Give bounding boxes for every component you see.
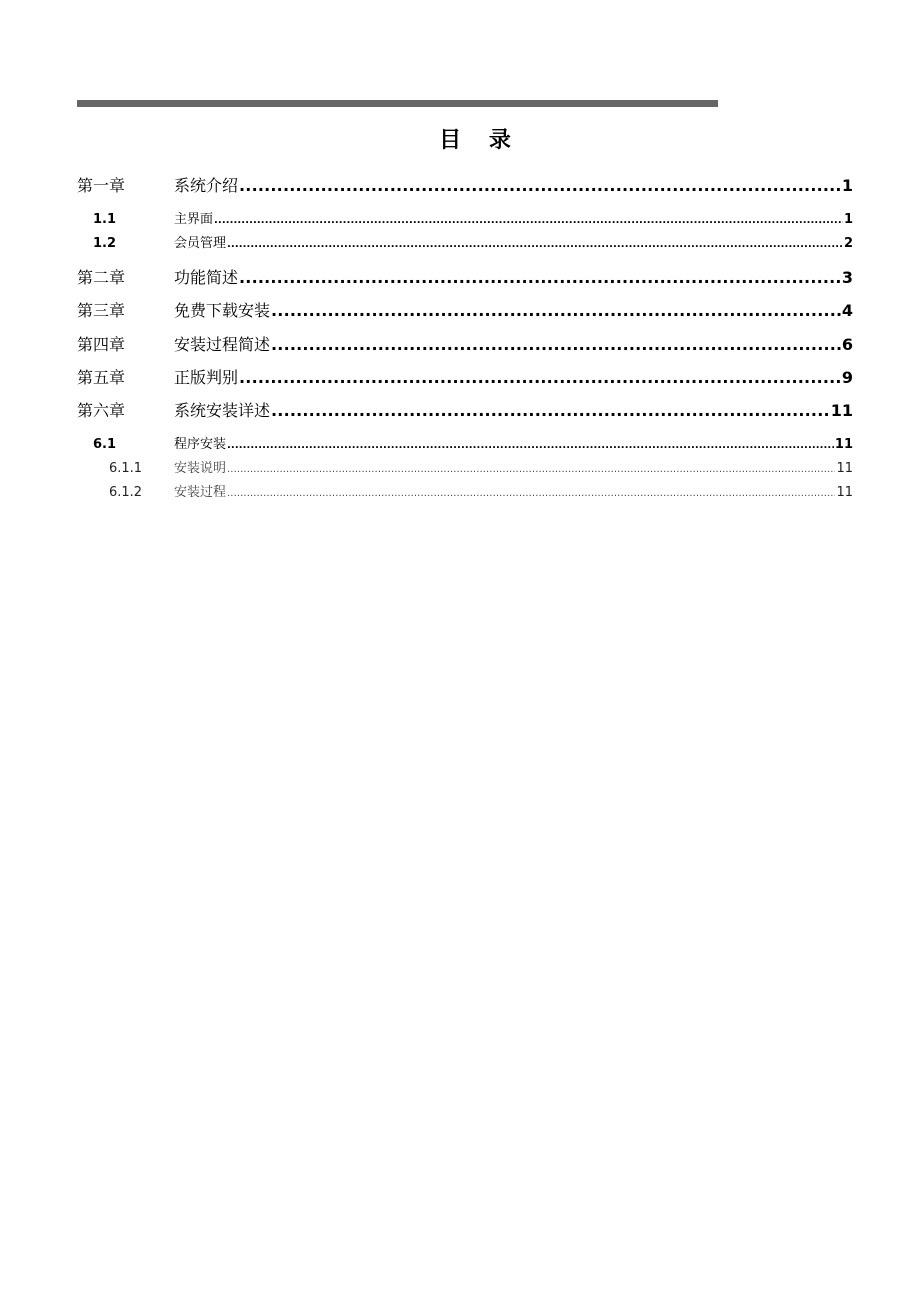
toc-entry-chapter-6[interactable] xyxy=(77,401,853,421)
dot-leader xyxy=(239,176,841,196)
toc-entry-page: 6 xyxy=(841,335,853,354)
toc-entry-title: 安装说明 xyxy=(174,461,227,476)
toc-entry-number: 第六章 xyxy=(77,401,126,420)
toc-entry-chapter-4[interactable] xyxy=(77,335,853,355)
dot-leader xyxy=(227,236,843,254)
toc-entry-page: 1 xyxy=(841,176,853,195)
toc-entry-page: 9 xyxy=(841,368,853,387)
toc-entry-subsection-6-1-1[interactable] xyxy=(77,460,853,479)
toc-entry-page: 11 xyxy=(834,437,853,452)
dot-leader xyxy=(239,368,841,388)
toc-title: 目 录 xyxy=(439,128,521,153)
toc-entry-number: 第四章 xyxy=(77,335,126,354)
dot-leader xyxy=(271,335,841,355)
toc-entry-page: 11 xyxy=(836,485,853,500)
dot-leader xyxy=(227,437,834,455)
dot-leader xyxy=(227,461,835,479)
toc-entry-page: 2 xyxy=(843,236,853,251)
toc-entry-title: 安装过程 xyxy=(174,485,227,500)
dot-leader xyxy=(214,212,843,230)
dot-leader xyxy=(271,301,841,321)
toc-entry-chapter-1[interactable] xyxy=(77,176,853,196)
toc-entry-number: 第二章 xyxy=(77,268,126,287)
dot-leader xyxy=(239,268,841,288)
toc-entry-title: 免费下载安装 xyxy=(174,301,271,320)
toc-entry-number: 第三章 xyxy=(77,301,126,320)
toc-entry-title: 会员管理 xyxy=(174,236,227,251)
toc-entry-number: 第五章 xyxy=(77,368,126,387)
toc-entry-page: 1 xyxy=(843,212,853,227)
dot-leader xyxy=(271,401,830,421)
toc-entry-number: 6.1 xyxy=(93,437,117,452)
toc-entry-page: 4 xyxy=(841,301,853,320)
toc-entry-number: 第一章 xyxy=(77,176,126,195)
toc-entry-chapter-3[interactable] xyxy=(77,301,853,321)
toc-entry-title: 正版判别 xyxy=(174,368,239,387)
toc-entry-section-1-2[interactable] xyxy=(77,235,853,254)
toc-entry-number: 6.1.2 xyxy=(109,485,143,500)
toc-entry-title: 程序安装 xyxy=(174,437,227,452)
toc-entry-title: 系统安装详述 xyxy=(174,401,271,420)
toc-entry-title: 系统介绍 xyxy=(174,176,239,195)
toc-entry-page: 11 xyxy=(836,461,853,476)
toc-entry-page: 11 xyxy=(830,401,853,420)
toc-entry-number: 6.1.1 xyxy=(109,461,143,476)
toc-entry-chapter-5[interactable] xyxy=(77,368,853,388)
toc-entry-chapter-2[interactable] xyxy=(77,268,853,288)
toc-entry-title: 功能简述 xyxy=(174,268,239,287)
header-rule xyxy=(77,100,718,107)
toc-entry-title: 安装过程简述 xyxy=(174,335,271,354)
toc-entry-section-6-1[interactable] xyxy=(77,436,853,455)
toc-entry-number: 1.1 xyxy=(93,212,117,227)
toc-entry-section-1-1[interactable] xyxy=(77,211,853,230)
dot-leader xyxy=(227,485,835,503)
toc-entry-page: 3 xyxy=(841,268,853,287)
toc-entry-subsection-6-1-2[interactable] xyxy=(77,484,853,503)
toc-entry-title: 主界面 xyxy=(174,212,214,227)
toc-entry-number: 1.2 xyxy=(93,236,117,251)
